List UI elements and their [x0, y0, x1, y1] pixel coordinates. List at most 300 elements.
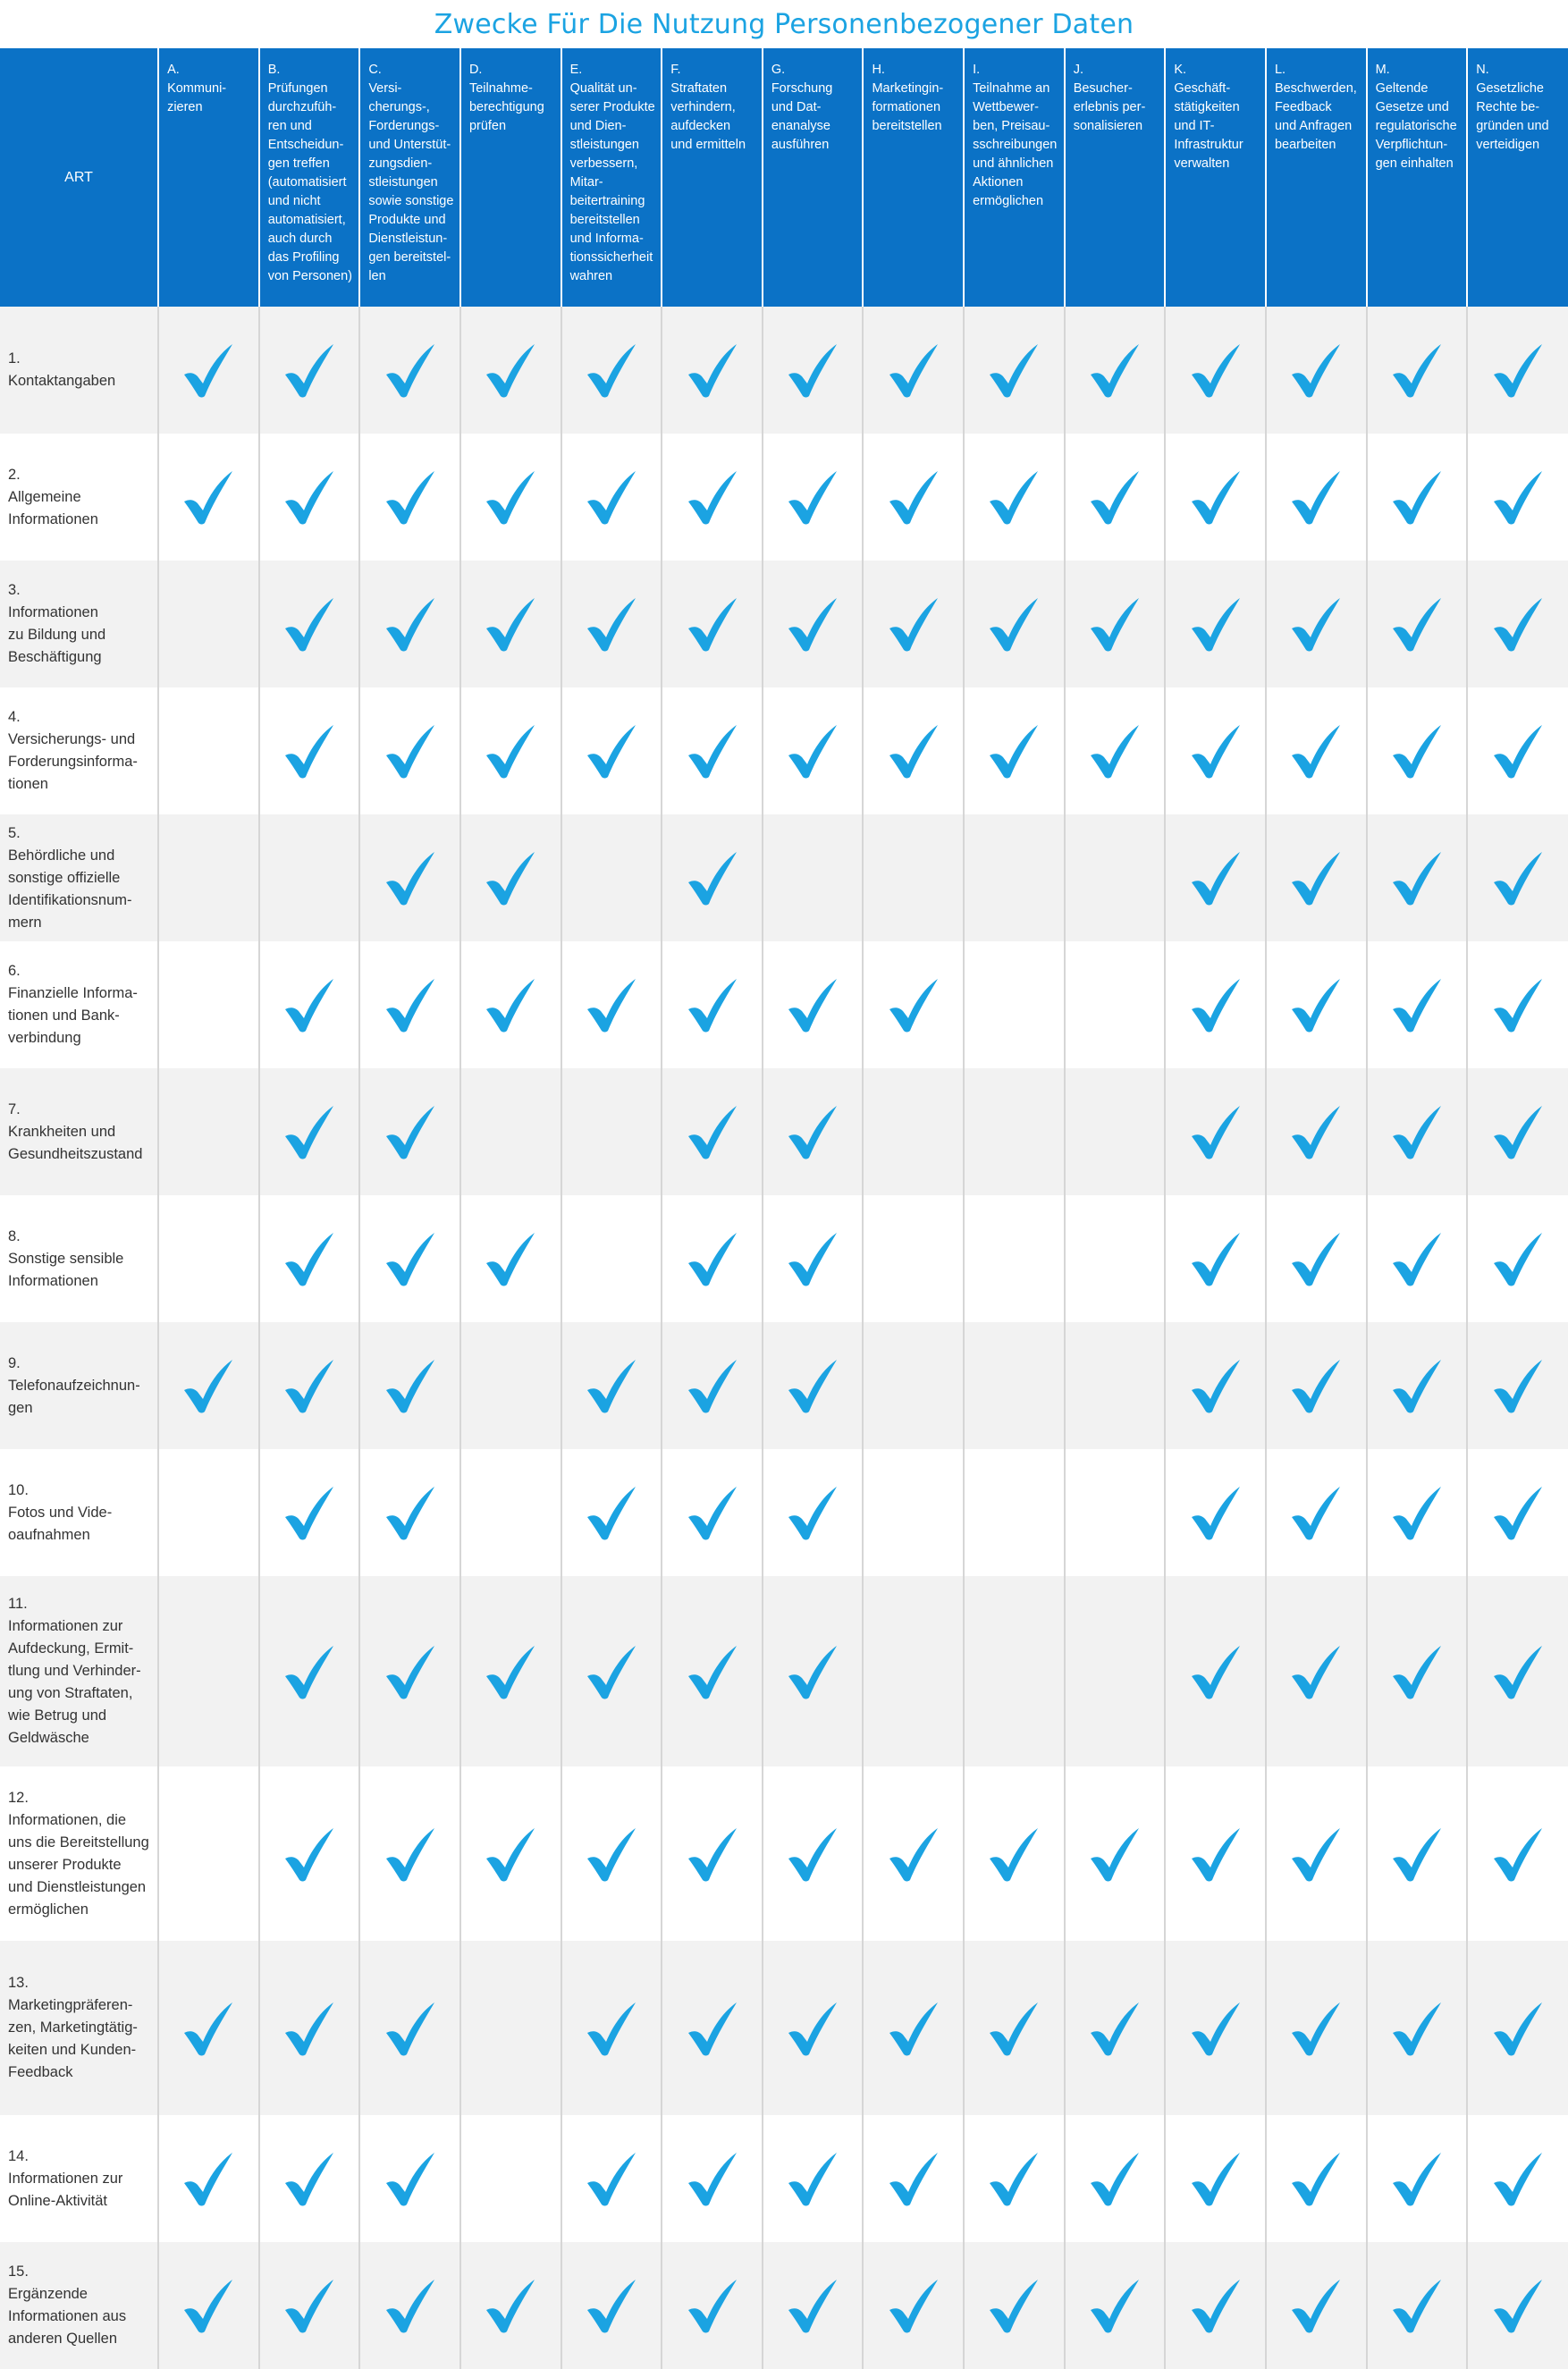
matrix-cell: [1266, 307, 1367, 434]
purpose-column-header: [561, 48, 662, 307]
checkmark-icon: [282, 1643, 336, 1700]
table-row: [0, 2115, 1568, 2242]
matrix-cell: [259, 561, 360, 687]
purpose-letter: F.: [670, 63, 681, 77]
checkmark-icon: [1189, 1484, 1243, 1541]
checkmark-icon: [1390, 1357, 1444, 1414]
matrix-cell: [158, 1941, 259, 2115]
matrix-cell: [359, 2115, 460, 2242]
matrix-cell: [1065, 307, 1166, 434]
purpose-column-header: [259, 48, 360, 307]
row-label: Marketingpräferen- zen, Marketingtätig- keiten und Kunden- Feedback: [8, 1997, 138, 2080]
matrix-cell: [1367, 2242, 1468, 2369]
purpose-label: Kommuni- zieren: [167, 81, 227, 114]
matrix-cell: [964, 2242, 1065, 2369]
matrix-cell: [1467, 561, 1568, 687]
table-row: [0, 941, 1568, 1068]
checkmark-icon: [282, 1825, 336, 1883]
row-number: 13.: [8, 1975, 29, 1991]
checkmark-icon: [686, 2150, 739, 2207]
matrix-cell: [1367, 941, 1468, 1068]
matrix-cell: [1367, 2115, 1468, 2242]
checkmark-icon: [1189, 2150, 1243, 2207]
data-category-cell: [0, 1941, 158, 2115]
checkmark-icon: [1390, 2277, 1444, 2334]
matrix-cell: [460, 941, 561, 1068]
checkmark-icon: [786, 722, 839, 780]
data-category-cell: [0, 1449, 158, 1576]
matrix-cell: [763, 434, 864, 561]
matrix-cell: [1467, 307, 1568, 434]
table-body: [0, 307, 1568, 2369]
checkmark-icon: [484, 2277, 537, 2334]
checkmark-icon: [1390, 722, 1444, 780]
matrix-cell: [158, 1195, 259, 1322]
purpose-letter: I.: [973, 63, 981, 77]
matrix-cell: [1065, 1195, 1166, 1322]
row-label: Informationen zur Online-Aktivität: [8, 2170, 123, 2209]
checkmark-icon: [585, 1643, 638, 1700]
matrix-cell: [1367, 1068, 1468, 1195]
matrix-cell: [561, 434, 662, 561]
matrix-cell: [1165, 941, 1266, 1068]
checkmark-icon: [384, 1825, 437, 1883]
matrix-cell: [1065, 687, 1166, 814]
matrix-cell: [863, 1322, 964, 1449]
matrix-cell: [1165, 307, 1266, 434]
purpose-letter: M.: [1375, 63, 1390, 77]
matrix-cell: [1165, 1195, 1266, 1322]
purpose-column-header: [964, 48, 1065, 307]
checkmark-icon: [1189, 722, 1243, 780]
table-row: [0, 561, 1568, 687]
checkmark-icon: [887, 468, 940, 526]
matrix-cell: [359, 561, 460, 687]
matrix-cell: [1367, 1766, 1468, 1941]
matrix-cell: [561, 941, 662, 1068]
checkmark-icon: [887, 2000, 940, 2057]
table-row: [0, 687, 1568, 814]
checkmark-icon: [1491, 2277, 1545, 2334]
purpose-letter: K.: [1174, 63, 1187, 77]
row-label: Telefonaufzeichnun- gen: [8, 1377, 140, 1416]
checkmark-icon: [585, 722, 638, 780]
row-label: Fotos und Vide- oaufnahmen: [8, 1504, 113, 1543]
purpose-column-header: [763, 48, 864, 307]
checkmark-icon: [1189, 1643, 1243, 1700]
matrix-cell: [158, 941, 259, 1068]
checkmark-icon: [585, 2000, 638, 2057]
purpose-letter: C.: [368, 63, 382, 77]
matrix-cell: [158, 561, 259, 687]
checkmark-icon: [1189, 1357, 1243, 1414]
purpose-label: Teilnahme an Wettbewer- ben, Preisau- sschreibungen und ähnlichen Aktionen ermöglichen: [973, 81, 1058, 208]
matrix-cell: [763, 1449, 864, 1576]
checkmark-icon: [1491, 2000, 1545, 2057]
matrix-cell: [259, 1322, 360, 1449]
data-category-cell: [0, 1195, 158, 1322]
matrix-cell: [359, 941, 460, 1068]
matrix-cell: [662, 1766, 763, 1941]
matrix-cell: [863, 1195, 964, 1322]
checkmark-icon: [1390, 2150, 1444, 2207]
checkmark-icon: [686, 1103, 739, 1160]
checkmark-icon: [1491, 1230, 1545, 1287]
matrix-cell: [158, 687, 259, 814]
checkmark-icon: [686, 468, 739, 526]
checkmark-icon: [887, 341, 940, 399]
checkmark-icon: [484, 1643, 537, 1700]
data-category-cell: [0, 307, 158, 434]
matrix-cell: [259, 1941, 360, 2115]
purpose-letter: B.: [267, 63, 281, 77]
matrix-cell: [1467, 434, 1568, 561]
checkmark-icon: [1390, 849, 1444, 906]
row-number: 4.: [8, 709, 21, 725]
checkmark-icon: [786, 595, 839, 653]
data-category-cell: [0, 687, 158, 814]
purpose-letter: D.: [468, 63, 483, 77]
purpose-label: Geschäft- stätigkeiten und IT- Infrastruktur verwalten: [1174, 81, 1243, 171]
matrix-cell: [662, 1322, 763, 1449]
matrix-cell: [561, 1449, 662, 1576]
row-label: Kontaktangaben: [8, 373, 116, 389]
checkmark-icon: [384, 1230, 437, 1287]
matrix-cell: [259, 687, 360, 814]
checkmark-icon: [786, 1103, 839, 1160]
matrix-cell: [863, 561, 964, 687]
matrix-cell: [1467, 2115, 1568, 2242]
matrix-cell: [359, 1941, 460, 2115]
matrix-cell: [259, 2115, 360, 2242]
purpose-column-header: [863, 48, 964, 307]
matrix-cell: [863, 434, 964, 561]
matrix-cell: [1165, 1068, 1266, 1195]
purpose-letter: N.: [1476, 63, 1489, 77]
purpose-letter: J.: [1073, 63, 1083, 77]
checkmark-icon: [887, 2277, 940, 2334]
matrix-cell: [763, 307, 864, 434]
checkmark-icon: [384, 595, 437, 653]
matrix-cell: [1367, 1322, 1468, 1449]
table-row: [0, 434, 1568, 561]
matrix-cell: [1065, 1449, 1166, 1576]
checkmark-icon: [786, 2277, 839, 2334]
matrix-cell: [1266, 434, 1367, 561]
data-category-cell: [0, 1576, 158, 1766]
purpose-label: Prüfungen durchzufüh- ren und Entscheidun- gen treffen (automatisiert und nicht automatisiert, auch durch das Profiling von Personen): [267, 81, 352, 283]
row-number: 3.: [8, 582, 21, 598]
matrix-cell: [460, 2242, 561, 2369]
checkmark-icon: [887, 595, 940, 653]
purpose-label: Marketingin- formationen bereitstellen: [872, 81, 944, 133]
checkmark-icon: [181, 2000, 235, 2057]
checkmark-icon: [1289, 1230, 1343, 1287]
checkmark-icon: [384, 341, 437, 399]
matrix-cell: [863, 2115, 964, 2242]
matrix-cell: [158, 2242, 259, 2369]
matrix-cell: [1165, 1576, 1266, 1766]
checkmark-icon: [585, 1484, 638, 1541]
data-category-cell: [0, 561, 158, 687]
checkmark-icon: [1289, 468, 1343, 526]
matrix-cell: [1266, 1576, 1367, 1766]
matrix-cell: [763, 1941, 864, 2115]
matrix-cell: [1266, 1941, 1367, 2115]
matrix-cell: [662, 1195, 763, 1322]
matrix-cell: [964, 1195, 1065, 1322]
purpose-column-header: [662, 48, 763, 307]
matrix-cell: [158, 1068, 259, 1195]
art-column-header: ART: [0, 48, 158, 307]
checkmark-icon: [484, 849, 537, 906]
checkmark-icon: [786, 2000, 839, 2057]
matrix-cell: [763, 1766, 864, 1941]
checkmark-icon: [384, 1484, 437, 1541]
table-row: [0, 1766, 1568, 1941]
matrix-cell: [561, 1941, 662, 2115]
checkmark-icon: [484, 468, 537, 526]
checkmark-icon: [887, 976, 940, 1033]
matrix-cell: [561, 1322, 662, 1449]
data-category-cell: [0, 434, 158, 561]
matrix-cell: [662, 1068, 763, 1195]
checkmark-icon: [887, 1825, 940, 1883]
checkmark-icon: [887, 722, 940, 780]
matrix-cell: [863, 307, 964, 434]
matrix-cell: [359, 2242, 460, 2369]
checkmark-icon: [282, 976, 336, 1033]
matrix-cell: [359, 1068, 460, 1195]
purpose-column-header: [1065, 48, 1166, 307]
matrix-cell: [1165, 1766, 1266, 1941]
matrix-cell: [1467, 1195, 1568, 1322]
matrix-cell: [763, 2242, 864, 2369]
purpose-label: Qualität un- serer Produkte und Dien- stleistungen verbessern, Mitar- beitertraining bereitstellen und Informa- tionssicherheit wahren: [569, 81, 655, 283]
checkmark-icon: [181, 341, 235, 399]
matrix-cell: [1467, 1449, 1568, 1576]
checkmark-icon: [987, 722, 1041, 780]
matrix-cell: [1165, 1449, 1266, 1576]
checkmark-icon: [686, 2000, 739, 2057]
row-label: Behördliche und sonstige offizielle Identifikationsnum- mern: [8, 847, 132, 931]
matrix-cell: [863, 941, 964, 1068]
checkmark-icon: [585, 2277, 638, 2334]
checkmark-icon: [1289, 2150, 1343, 2207]
checkmark-icon: [1289, 1484, 1343, 1541]
matrix-cell: [1065, 1322, 1166, 1449]
matrix-cell: [1467, 2242, 1568, 2369]
purpose-column-header: [359, 48, 460, 307]
row-label: Ergänzende Informationen aus anderen Quellen: [8, 2286, 127, 2347]
matrix-cell: [662, 561, 763, 687]
matrix-cell: [1467, 1576, 1568, 1766]
purpose-column-header: [460, 48, 561, 307]
matrix-cell: [1165, 1322, 1266, 1449]
checkmark-icon: [1491, 722, 1545, 780]
matrix-cell: [259, 434, 360, 561]
matrix-cell: [1467, 1322, 1568, 1449]
matrix-cell: [1065, 1576, 1166, 1766]
matrix-cell: [460, 2115, 561, 2242]
checkmark-icon: [1088, 341, 1142, 399]
checkmark-icon: [887, 2150, 940, 2207]
checkmark-icon: [484, 722, 537, 780]
checkmark-icon: [1189, 595, 1243, 653]
purpose-letter: G.: [771, 63, 786, 77]
row-number: 8.: [8, 1227, 21, 1244]
matrix-cell: [863, 1576, 964, 1766]
matrix-cell: [1367, 307, 1468, 434]
matrix-cell: [359, 1195, 460, 1322]
purpose-letter: L.: [1274, 63, 1286, 77]
page-title: Zwecke Für Die Nutzung Personenbezogener Daten: [434, 8, 1134, 40]
checkmark-icon: [484, 595, 537, 653]
checkmark-icon: [1491, 849, 1545, 906]
matrix-cell: [1266, 1449, 1367, 1576]
purpose-label: Teilnahme- berechtigung prüfen: [468, 81, 544, 133]
matrix-cell: [863, 1766, 964, 1941]
checkmark-icon: [282, 2150, 336, 2207]
purpose-column-header: [1266, 48, 1367, 307]
checkmark-icon: [1189, 341, 1243, 399]
checkmark-icon: [786, 1484, 839, 1541]
header-row: [0, 48, 1568, 307]
row-number: 12.: [8, 1789, 29, 1806]
matrix-cell: [763, 1195, 864, 1322]
matrix-cell: [259, 814, 360, 941]
checkmark-icon: [1491, 468, 1545, 526]
matrix-cell: [460, 814, 561, 941]
matrix-cell: [158, 2115, 259, 2242]
matrix-cell: [1266, 2242, 1367, 2369]
matrix-cell: [964, 2115, 1065, 2242]
checkmark-icon: [686, 1484, 739, 1541]
matrix-cell: [1266, 1195, 1367, 1322]
data-category-cell: [0, 2115, 158, 2242]
checkmark-icon: [987, 2277, 1041, 2334]
purpose-letter: A.: [167, 63, 180, 77]
matrix-cell: [662, 1941, 763, 2115]
matrix-cell: [863, 2242, 964, 2369]
checkmark-icon: [1189, 1103, 1243, 1160]
matrix-cell: [158, 1576, 259, 1766]
checkmark-icon: [484, 1825, 537, 1883]
matrix-cell: [662, 941, 763, 1068]
matrix-cell: [1367, 1195, 1468, 1322]
matrix-cell: [1266, 941, 1367, 1068]
matrix-cell: [1065, 1766, 1166, 1941]
matrix-cell: [259, 1449, 360, 1576]
matrix-cell: [964, 307, 1065, 434]
purpose-column-header: [1165, 48, 1266, 307]
data-category-cell: [0, 2242, 158, 2369]
matrix-cell: [662, 2115, 763, 2242]
row-number: 1.: [8, 350, 21, 367]
matrix-cell: [1467, 814, 1568, 941]
checkmark-icon: [585, 341, 638, 399]
row-number: 14.: [8, 2147, 29, 2164]
checkmark-icon: [1189, 468, 1243, 526]
matrix-cell: [763, 814, 864, 941]
matrix-cell: [662, 1576, 763, 1766]
checkmark-icon: [786, 2150, 839, 2207]
checkmark-icon: [987, 2000, 1041, 2057]
matrix-cell: [964, 1068, 1065, 1195]
checkmark-icon: [384, 1643, 437, 1700]
checkmark-icon: [1491, 341, 1545, 399]
checkmark-icon: [1289, 1643, 1343, 1700]
row-label: Informationen zur Aufdeckung, Ermit- tlung und Verhinder- ung von Straftaten, wie Betrug und Geldwäsche: [8, 1618, 141, 1746]
row-number: 10.: [8, 1481, 29, 1498]
checkmark-icon: [1390, 976, 1444, 1033]
checkmark-icon: [1189, 2000, 1243, 2057]
checkmark-icon: [686, 2277, 739, 2334]
matrix-cell: [964, 1766, 1065, 1941]
row-number: 7.: [8, 1100, 21, 1117]
table-row: [0, 1941, 1568, 2115]
row-label: Informationen, die uns die Bereitstellung unserer Produkte und Dienstleistungen ermöglichen: [8, 1811, 149, 1918]
checkmark-icon: [1390, 1484, 1444, 1541]
purpose-letter: E.: [569, 63, 583, 77]
checkmark-icon: [1289, 1825, 1343, 1883]
checkmark-icon: [686, 976, 739, 1033]
matrix-cell: [561, 307, 662, 434]
checkmark-icon: [1289, 341, 1343, 399]
matrix-cell: [763, 1576, 864, 1766]
matrix-cell: [561, 1195, 662, 1322]
matrix-cell: [460, 1322, 561, 1449]
matrix-cell: [1065, 814, 1166, 941]
purpose-label: Straftaten verhindern, aufdecken und ermitteln: [670, 81, 746, 152]
table-row: [0, 1195, 1568, 1322]
checkmark-icon: [1289, 595, 1343, 653]
matrix-cell: [1165, 434, 1266, 561]
matrix-cell: [1065, 2242, 1166, 2369]
matrix-cell: [1367, 1941, 1468, 2115]
row-label: Allgemeine Informationen: [8, 488, 98, 527]
purpose-label: Forschung und Dat- enanalyse ausführen: [771, 81, 833, 152]
matrix-cell: [561, 1766, 662, 1941]
checkmark-icon: [282, 1103, 336, 1160]
purpose-label: Versi- cherungs-, Forderungs- und Unterstüt- zungsdien- stleistungen sowie sonstige Produkte und Dienstleistun- gen bereitstel- len: [368, 81, 454, 283]
matrix-cell: [561, 2115, 662, 2242]
matrix-cell: [1467, 941, 1568, 1068]
checkmark-icon: [282, 468, 336, 526]
checkmark-icon: [786, 1357, 839, 1414]
matrix-cell: [1065, 2115, 1166, 2242]
matrix-cell: [1065, 941, 1166, 1068]
matrix-cell: [1266, 2115, 1367, 2242]
checkmark-icon: [1390, 341, 1444, 399]
checkmark-icon: [1491, 1484, 1545, 1541]
checkmark-icon: [181, 2150, 235, 2207]
matrix-cell: [259, 1068, 360, 1195]
matrix-cell: [460, 1576, 561, 1766]
matrix-cell: [259, 1195, 360, 1322]
checkmark-icon: [384, 2150, 437, 2207]
matrix-cell: [359, 814, 460, 941]
checkmark-icon: [384, 722, 437, 780]
matrix-cell: [763, 941, 864, 1068]
checkmark-icon: [1491, 1103, 1545, 1160]
checkmark-icon: [686, 1643, 739, 1700]
purpose-column-header: [1367, 48, 1468, 307]
matrix-cell: [1467, 1766, 1568, 1941]
checkmark-icon: [1088, 1825, 1142, 1883]
row-number: 5.: [8, 824, 21, 841]
checkmark-icon: [1491, 1357, 1545, 1414]
